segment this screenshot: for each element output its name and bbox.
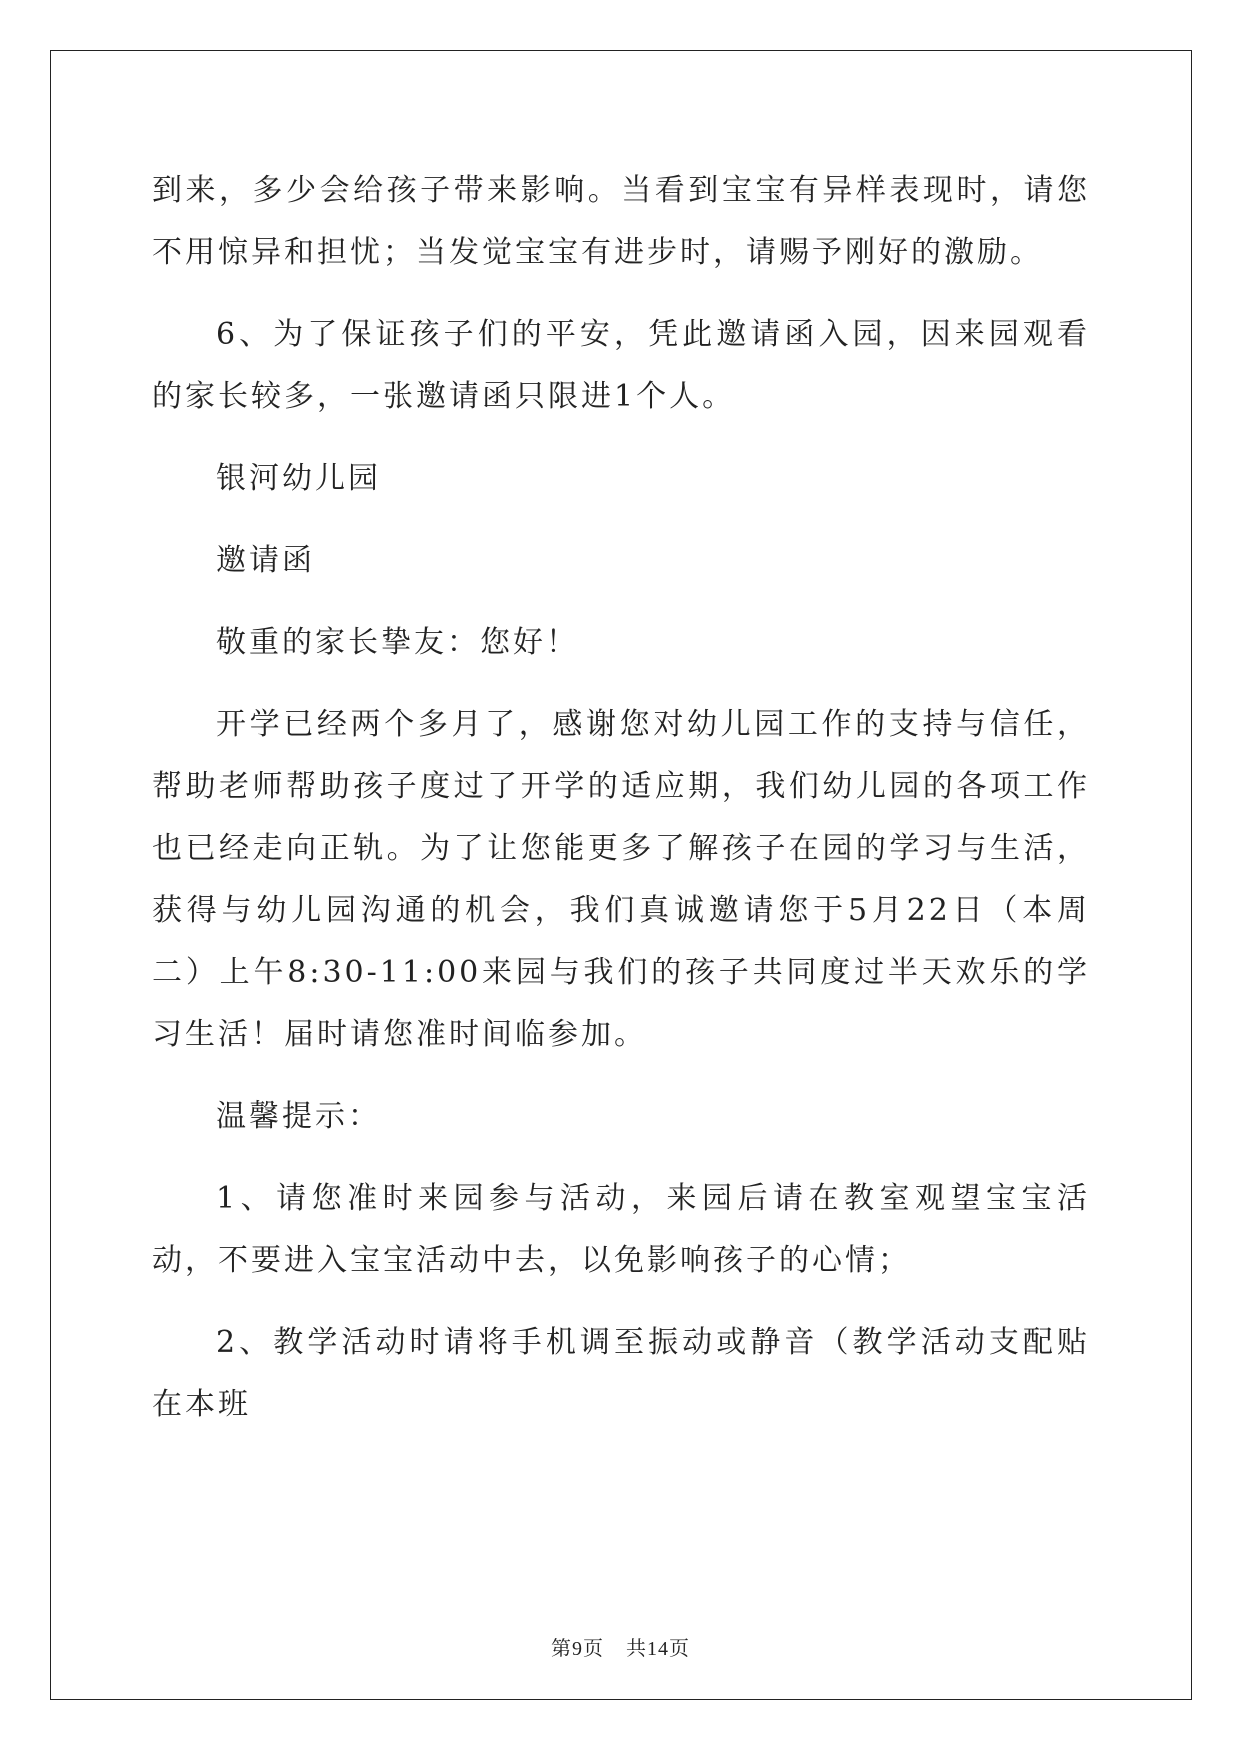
paragraph-1: 到来，多少会给孩子带来影响。当看到宝宝有异样表现时，请您不用惊异和担忧；当发觉宝宝有进步时，请赐予刚好的激励。 (152, 173, 1090, 270)
salutation: 敬重的家长挚友：您好！ (216, 625, 579, 660)
page-footer (0, 1632, 1241, 1661)
invitation-body: 开学已经两个多月了，感谢您对幼儿园工作的支持与信任，帮助老师帮助孩子度过了开学的适应期，我们幼儿园的各项工作也已经走向正轨。为了让您能更多了解孩子在园的学习与生活，获得与幼儿园沟通的机会，我们真诚邀请您于5月22日（本周二）上午8:30-11:00来园与我们的孩子共同度过半天欢乐的学习生活！届时请您准时间临参加。 (152, 707, 1090, 1052)
page-number: 第9页 (551, 1638, 604, 1660)
tips-heading: 温馨提示： (216, 1099, 381, 1134)
page-total: 共14页 (626, 1638, 690, 1660)
invitation-title: 邀请函 (216, 543, 315, 578)
tip-1: 1、请您准时来园参与活动，来园后请在教室观望宝宝活动，不要进入宝宝活动中去，以免影响孩子的心情； (152, 1181, 1090, 1278)
tip-2: 2、教学活动时请将手机调至振动或静音（教学活动支配贴在本班 (152, 1325, 1090, 1422)
document-body (152, 160, 1090, 1456)
kindergarten-name: 银河幼儿园 (216, 461, 381, 496)
paragraph-2: 6、为了保证孩子们的平安，凭此邀请函入园，因来园观看的家长较多，一张邀请函只限进1个人。 (152, 317, 1090, 414)
